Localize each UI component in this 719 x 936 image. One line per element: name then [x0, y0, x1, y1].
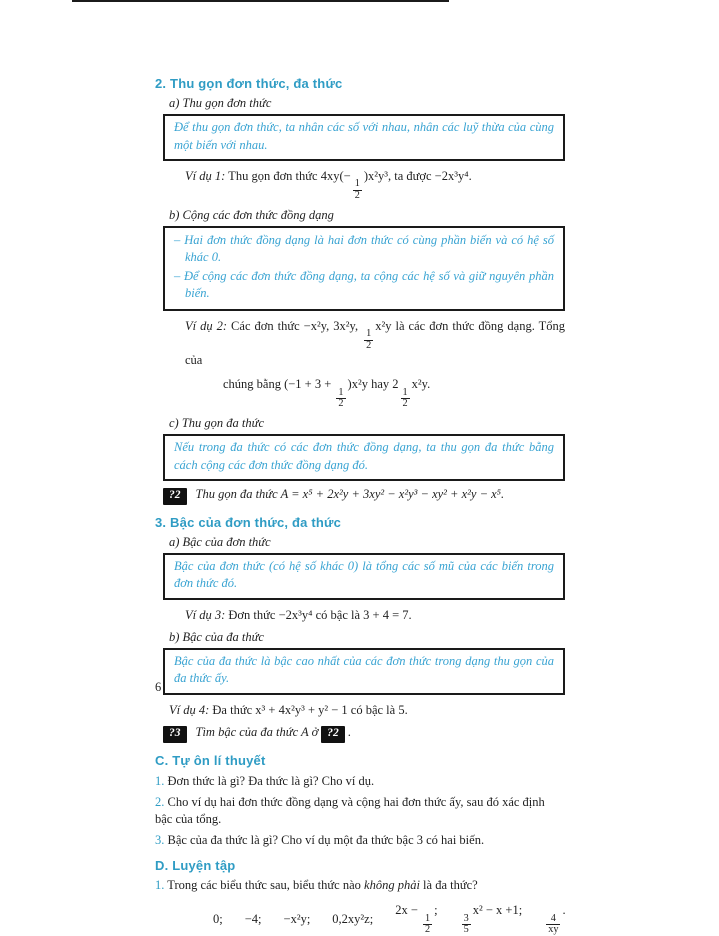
example-2-line-1	[185, 317, 565, 370]
example-2-sum-pre: chúng bằng (−1 + 3 +	[223, 377, 335, 392]
example-2-post: x²y là các đơn thức đồng dạng. Tổng của	[185, 318, 565, 368]
section-3a-subheading: a) Bậc của đơn thức	[169, 534, 271, 549]
example-4	[169, 701, 565, 719]
example-3-label: Ví dụ 3:	[185, 607, 226, 622]
page-top-edge-line	[72, 0, 449, 2]
question-3-text: Tìm bậc của đa thức A ở	[195, 725, 319, 740]
rule-text: Bậc của đa thức là bậc cao nhất của các đơn thức trong dạng thu gọn của đa thức ấy.	[174, 653, 554, 686]
example-1-label: Ví dụ 1:	[185, 169, 226, 183]
exercise-1-emphasis: không phải	[364, 878, 420, 893]
expression-zero: 0;	[213, 912, 223, 927]
item-text: Bậc của đa thức là gì? Cho ví dụ một đa thức bậc 3 có hai biến.	[167, 832, 485, 847]
fraction-four-over-xy: $\frac{4}{xy}$	[548, 912, 559, 936]
section-2b-subheading: b) Cộng các đơn thức đồng dạng	[169, 207, 334, 222]
section-d-heading: D. Luyện tập	[155, 858, 236, 874]
fraction-one-half: $\frac{1}{2}$	[402, 386, 408, 410]
rule-bullet-1: – Hai đơn thức đồng dạng là hai đơn thức có cùng phần biến và có hệ số khác 0.	[174, 232, 554, 265]
example-2-sum-post: x²y.	[411, 377, 431, 392]
rule-box-bac-da-thuc	[163, 648, 565, 695]
example-4-label: Ví dụ 4:	[169, 702, 210, 717]
expression-trinomial-three-fifths: $\frac{3}{5}$ x² − x +1;	[463, 903, 523, 936]
example-2-pre: Các đơn thức −x²y, 3x²y,	[227, 318, 363, 333]
question-3-badge: ?3	[163, 726, 187, 743]
question-2-badge: ?2	[163, 488, 187, 505]
example-2-label: Ví dụ 2:	[185, 318, 228, 333]
section-c-heading: C. Tự ôn lí thuyết	[155, 752, 266, 768]
question-2-line	[163, 487, 565, 505]
fraction-three-fifths: $\frac{3}{5}$	[463, 912, 469, 936]
rule-box-thu-gon-da-thuc	[163, 434, 565, 481]
theory-question-3	[155, 832, 565, 849]
example-1-post: )x²y³, ta được −2x³y⁴.	[363, 169, 472, 183]
section-2a-subheading: a) Thu gọn đơn thức	[169, 96, 272, 110]
fraction-one-half: $\frac{1}{2}$	[338, 386, 344, 410]
expression-monomial-x2y: −x²y;	[283, 912, 311, 927]
item-number: 3.	[155, 832, 165, 847]
expression-binomial-half: 2x − $\frac{1}{2}$ ;	[395, 903, 438, 936]
textbook-page	[155, 76, 565, 936]
item-number: 2.	[155, 794, 165, 809]
item-text: Đơn thức là gì? Đa thức là gì? Cho ví dụ.	[167, 773, 375, 788]
fraction-one-half: $\frac{1}{2}$	[354, 178, 360, 201]
question-3-line	[163, 725, 565, 743]
item-number: 1.	[155, 773, 165, 788]
theory-question-2	[155, 794, 565, 828]
example-3-text: Đơn thức −2x³y⁴ có bậc là 3 + 4 = 7.	[225, 607, 412, 622]
example-2-sum-mid: )x²y hay 2	[347, 377, 399, 392]
question-2-ref-badge: ?2	[321, 726, 345, 743]
section-2c-subheading: c) Thu gọn đa thức	[169, 416, 265, 431]
rule-box-cong-don-thuc	[163, 226, 565, 311]
expression-fraction-four-over-xy: $\frac{4}{xy}$ .	[548, 903, 566, 936]
rule-text: Bậc của đơn thức (có hệ số khác 0) là tổng các số mũ của các biến trong đơn thức đó.	[174, 558, 554, 591]
example-2-line-2	[223, 375, 565, 410]
example-1	[185, 167, 565, 202]
fraction-one-half: $\frac{1}{2}$	[366, 327, 372, 351]
expression-monomial-xy2z: 0,2xy²z;	[332, 912, 374, 927]
item-text: Cho ví dụ hai đơn thức đồng dạng và cộng hai đơn thức ấy, sau đó xác định bậc của tổng.	[155, 794, 545, 826]
section-2-heading: 2. Thu gọn đơn thức, đa thức	[155, 76, 343, 91]
section-3b-subheading: b) Bậc của đa thức	[169, 629, 264, 644]
rule-text: Nếu trong đa thức có các đơn thức đồng dạng, ta thu gọn đa thức bằng cách cộng các đơn thức đồng dạng đó.	[174, 440, 554, 472]
item-number: 1.	[155, 878, 165, 893]
question-2-text: Thu gọn đa thức A = x⁵ + 2x²y + 3xy² − x²y³ − xy² + x²y − x⁵.	[195, 487, 505, 502]
rule-box-bac-don-thuc	[163, 553, 565, 600]
fraction-one-half: $\frac{1}{2}$	[425, 912, 431, 936]
example-1-pre: Thu gọn đơn thức 4xy(−	[225, 169, 351, 183]
rule-bullet-2: – Để cộng các đơn thức đồng dạng, ta cộng các hệ số và giữ nguyên phần biến.	[174, 268, 554, 301]
expression-neg-four: −4;	[244, 912, 262, 927]
expression-list	[213, 903, 565, 936]
theory-question-1	[155, 773, 565, 790]
exercise-1-pre: Trong các biểu thức sau, biểu thức nào	[167, 878, 365, 893]
question-3-suffix: .	[347, 725, 351, 740]
example-4-text: Đa thức x³ + 4x²y³ + y² − 1 có bậc là 5.	[209, 702, 408, 717]
rule-text: Để thu gọn đơn thức, ta nhân các số với nhau, nhân các luỹ thừa của cùng một biến với nhau.	[174, 120, 554, 152]
exercise-1	[155, 878, 565, 893]
page-number: 6	[155, 680, 162, 694]
exercise-1-post: là đa thức?	[419, 878, 478, 893]
example-3	[185, 606, 565, 624]
section-3-heading: 3. Bậc của đơn thức, đa thức	[155, 514, 342, 530]
rule-box-thu-gon-don-thuc	[163, 114, 565, 161]
